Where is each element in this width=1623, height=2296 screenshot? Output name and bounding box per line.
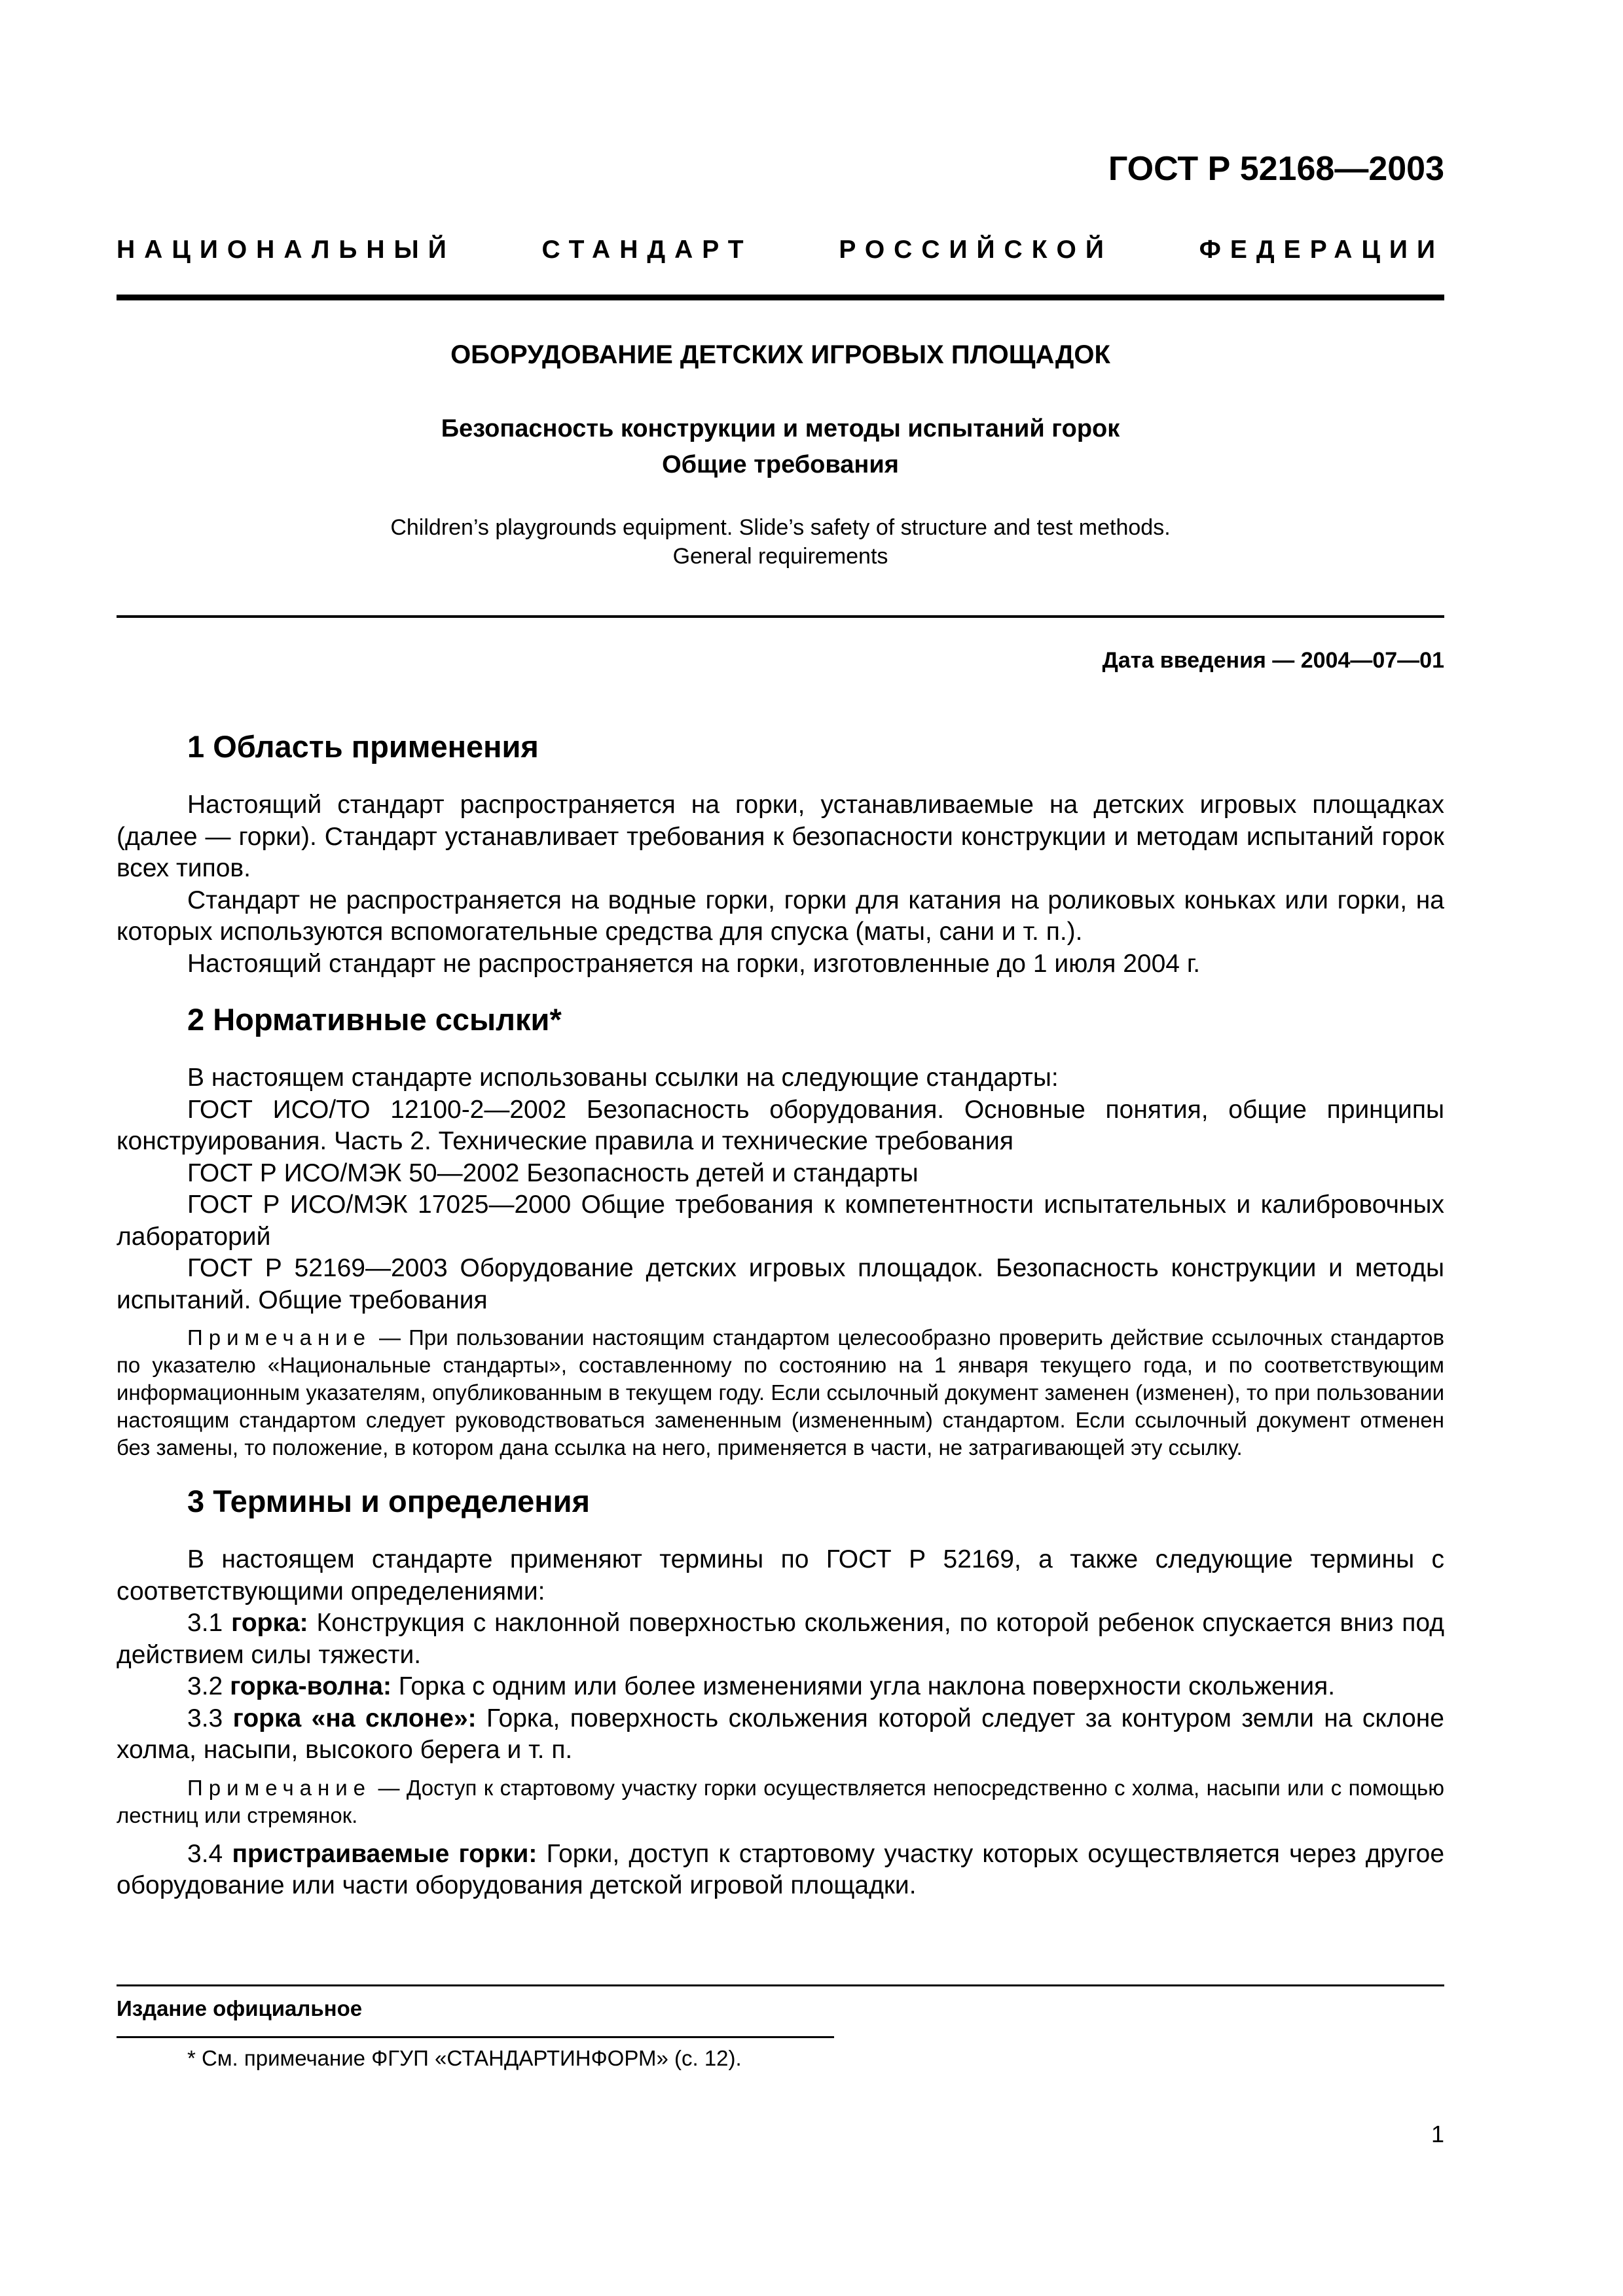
edition-label: Издание официальное: [117, 1996, 363, 2020]
note-text: — Доступ к стартовому участку горки осуществляется непосредственно с холма, насыпи или с помощью лестниц или стремянок.: [117, 1775, 1444, 1827]
term-text: Горки, доступ к стартовому участку которых осуществляется через другое оборудование или части оборудования детской игровой площадки.: [117, 1839, 1445, 1899]
term-number: 3.3: [187, 1704, 223, 1732]
page-number: 1: [1431, 2121, 1444, 2147]
national-standard-banner: НАЦИОНАЛЬНЫЙ СТАНДАРТ РОССИЙСКОЙ ФЕДЕРАЦИИ: [117, 236, 1444, 264]
section-2-heading: 2 Нормативные ссылки*: [187, 1002, 562, 1037]
section-1-paragraph: Настоящий стандарт не распространяется на горки, изготовленные до 1 июля 2004 г.: [187, 949, 1201, 978]
section-3-paragraph: В настоящем стандарте применяют термины по ГОСТ Р 52169, а также следующие термины с соответствующими определениями:: [117, 1545, 1444, 1605]
note-text: — При пользовании настоящим стандартом целесообразно проверить действие ссылочных стандартов по указателю «Национальные стандарты», составленному по состоянию на 1 января текущего года, и по соответствующим информационным указателям, опубликованным в текущем году. Если ссылочный документ заменен (изменен), то при пользовании настоящим стандартом следует руководствоваться замененным (измененным) стандартом. Если ссылочный документ отменен без замены, то положение, в котором дана ссылка на него, применяется в части, не затрагивающей эту ссылку.: [117, 1325, 1444, 1460]
term-definition: [117, 1839, 1444, 1902]
term-number: 3.1: [187, 1609, 223, 1637]
section-2-note: [117, 1324, 1444, 1462]
term-name: пристраиваемые горки:: [232, 1839, 538, 1868]
term-number: 3.2: [187, 1672, 223, 1700]
edition-rule: [117, 1984, 1444, 1986]
subtitle-line-2: Общие требования: [662, 451, 899, 478]
footnote-rule: [117, 2036, 834, 2038]
document-body: [117, 728, 1444, 1902]
term-name: горка:: [231, 1609, 308, 1637]
reference-item: ГОСТ Р ИСО/МЭК 50—2002 Безопасность детей и стандарты: [187, 1158, 919, 1187]
term-name: горка «на склоне»:: [232, 1704, 477, 1732]
section-2-paragraph: В настоящем стандарте использованы ссылки на следующие стандарты:: [187, 1064, 1059, 1092]
section-1-paragraph: Стандарт не распространяется на водные горки, горки для катания на роликовых коньках или горки, на которых используются вспомогательные средства для спуска (маты, сани и т. п.).: [117, 886, 1444, 946]
term-text: Горка с одним или более изменениями угла наклона поверхности скольжения.: [391, 1672, 1336, 1700]
english-title-line-1: Children’s playgrounds equipment. Slide’s safety of structure and test methods.: [390, 515, 1171, 540]
term-definition: [117, 1671, 1444, 1703]
gost-code: ГОСТ Р 52168—2003: [1108, 150, 1444, 188]
note-label: Примечание: [187, 1775, 372, 1800]
introduction-date: Дата введения — 2004—07—01: [1102, 648, 1444, 673]
document-title: ОБОРУДОВАНИЕ ДЕТСКИХ ИГРОВЫХ ПЛОЩАДОК: [450, 340, 1110, 369]
subtitle-line-1: Безопасность конструкции и методы испытаний горок: [441, 415, 1120, 442]
reference-item: ГОСТ ИСО/ТО 12100-2—2002 Безопасность оборудования. Основные понятия, общие принципы конструирования. Часть 2. Технические правила и технические требования: [117, 1095, 1444, 1155]
term-name: горка-волна:: [230, 1672, 392, 1700]
reference-item: ГОСТ Р 52169—2003 Оборудование детских игровых площадок. Безопасность конструкции и методы испытаний. Общие требования: [117, 1254, 1444, 1314]
section-3-heading: 3 Термины и определения: [187, 1484, 590, 1518]
title-rule: [117, 615, 1444, 618]
section-1-heading: 1 Область применения: [187, 729, 539, 764]
term-definition: [117, 1607, 1444, 1671]
section-3-note: [117, 1774, 1444, 1829]
english-title-line-2: General requirements: [672, 544, 888, 569]
document-page: [117, 0, 1444, 2296]
reference-item: ГОСТ Р ИСО/МЭК 17025—2000 Общие требования к компетентности испытательных и калибровочных лабораторий: [117, 1191, 1444, 1251]
term-number: 3.4: [187, 1839, 223, 1868]
term-text: Горка, поверхность скольжения которой следует за контуром земли на склоне холма, насыпи, высокого берега и т. п.: [117, 1704, 1444, 1764]
note-label: Примечание: [187, 1325, 372, 1350]
document-subtitle: [117, 411, 1444, 483]
section-1-paragraph: Настоящий стандарт распространяется на горки, устанавливаемые на детских игровых площадках (далее — горки). Стандарт устанавливает требования к безопасности конструкции и методам испытаний горок всех типов.: [117, 791, 1444, 882]
term-text: Конструкция с наклонной поверхностью скольжения, по которой ребенок спускается вниз под действием силы тяжести.: [117, 1609, 1444, 1669]
term-definition: [117, 1703, 1444, 1767]
footnote: * См. примечание ФГУП «СТАНДАРТИНФОРМ» (с. 12).: [187, 2046, 742, 2070]
english-title: [117, 513, 1444, 571]
header-rule: [117, 295, 1444, 300]
